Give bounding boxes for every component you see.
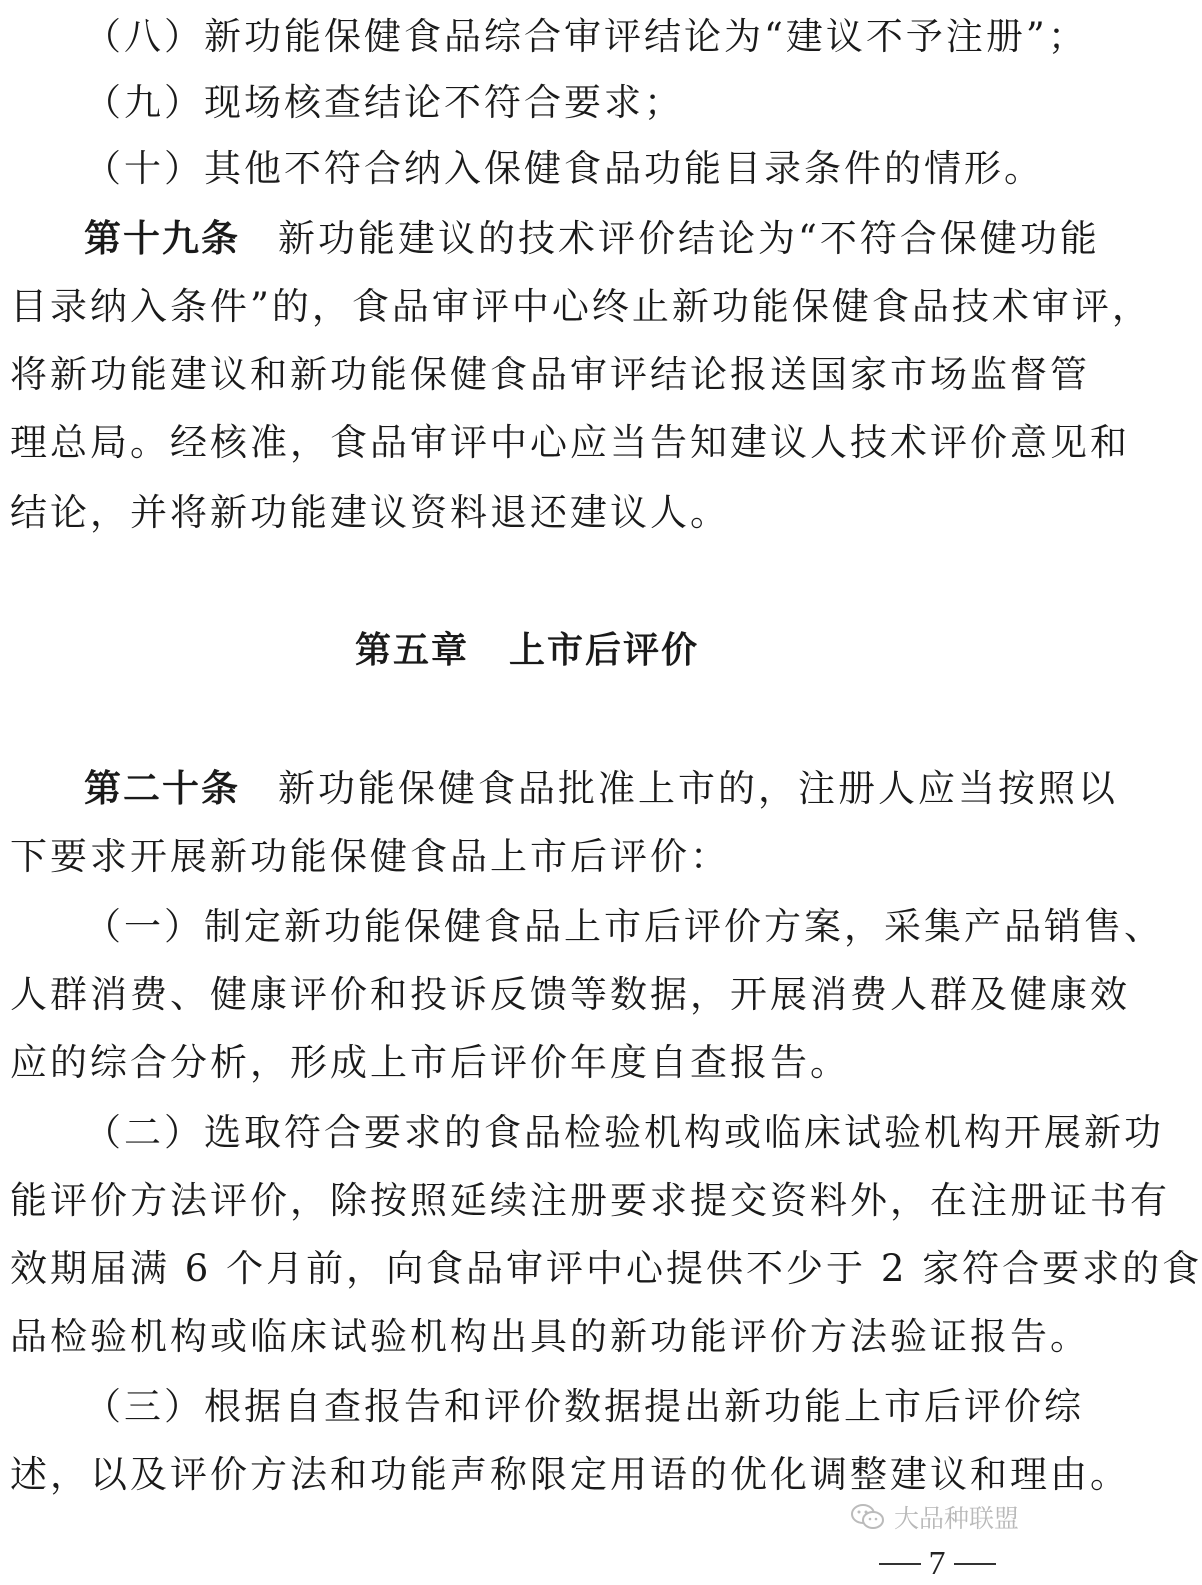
chapter-number: 第五章 bbox=[354, 630, 469, 671]
divider bbox=[879, 1563, 921, 1565]
divider bbox=[954, 1563, 996, 1565]
article-19-line-1: 第十九条 新功能建议的技术评价结论为“不符合保健功能 bbox=[84, 217, 1100, 260]
list-item-8: （八）新功能保健食品综合审评结论为“建议不予注册”； bbox=[84, 15, 1088, 58]
item-2-line-3: 效期届满 6 个月前，向食品审评中心提供不少于 2 家符合要求的食 bbox=[10, 1247, 1202, 1290]
list-item-9: （九）现场核查结论不符合要求； bbox=[84, 81, 684, 124]
article-19-line-4: 理总局。经核准，食品审评中心应当告知建议人技术评价意见和 bbox=[10, 421, 1130, 464]
watermark-text: 大品种联盟 bbox=[894, 1504, 1020, 1533]
item-2-line-1: （二）选取符合要求的食品检验机构或临床试验机构开展新功 bbox=[84, 1111, 1164, 1154]
article-19-line-3: 将新功能建议和新功能保健食品审评结论报送国家市场监督管 bbox=[10, 353, 1090, 396]
article-20-line-2: 下要求开展新功能保健食品上市后评价： bbox=[10, 835, 730, 878]
page-number: 7 bbox=[928, 1545, 946, 1582]
item-3-line-2: 述，以及评价方法和功能声称限定用语的优化调整建议和理由。 bbox=[10, 1453, 1130, 1496]
wechat-icon bbox=[850, 1502, 886, 1532]
article-20-heading: 第二十条 bbox=[84, 767, 240, 810]
page-footer bbox=[862, 1545, 1012, 1583]
item-3-line-1: （三）根据自查报告和评价数据提出新功能上市后评价综 bbox=[84, 1385, 1084, 1428]
item-2-line-4: 品检验机构或临床试验机构出具的新功能评价方法验证报告。 bbox=[10, 1315, 1090, 1358]
item-1-line-1: （一）制定新功能保健食品上市后评价方案，采集产品销售、 bbox=[84, 905, 1164, 948]
article-19-heading: 第十九条 bbox=[84, 217, 240, 260]
watermark bbox=[850, 1497, 1019, 1537]
article-19-line-2: 目录纳入条件”的，食品审评中心终止新功能保健食品技术审评， bbox=[10, 285, 1152, 328]
item-2-line-2: 能评价方法评价，除按照延续注册要求提交资料外，在注册证书有 bbox=[10, 1179, 1170, 1222]
item-1-line-3: 应的综合分析，形成上市后评价年度自查报告。 bbox=[10, 1041, 850, 1084]
list-item-10: （十）其他不符合纳入保健食品功能目录条件的情形。 bbox=[84, 147, 1044, 190]
article-20-line-1: 第二十条 新功能保健食品批准上市的，注册人应当按照以 bbox=[84, 767, 1118, 810]
chapter-title: 上市后评价 bbox=[509, 630, 700, 671]
article-19-line-5: 结论，并将新功能建议资料退还建议人。 bbox=[10, 491, 730, 534]
chapter-heading bbox=[10, 628, 1044, 674]
item-1-line-2: 人群消费、健康评价和投诉反馈等数据，开展消费人群及健康效 bbox=[10, 973, 1130, 1016]
